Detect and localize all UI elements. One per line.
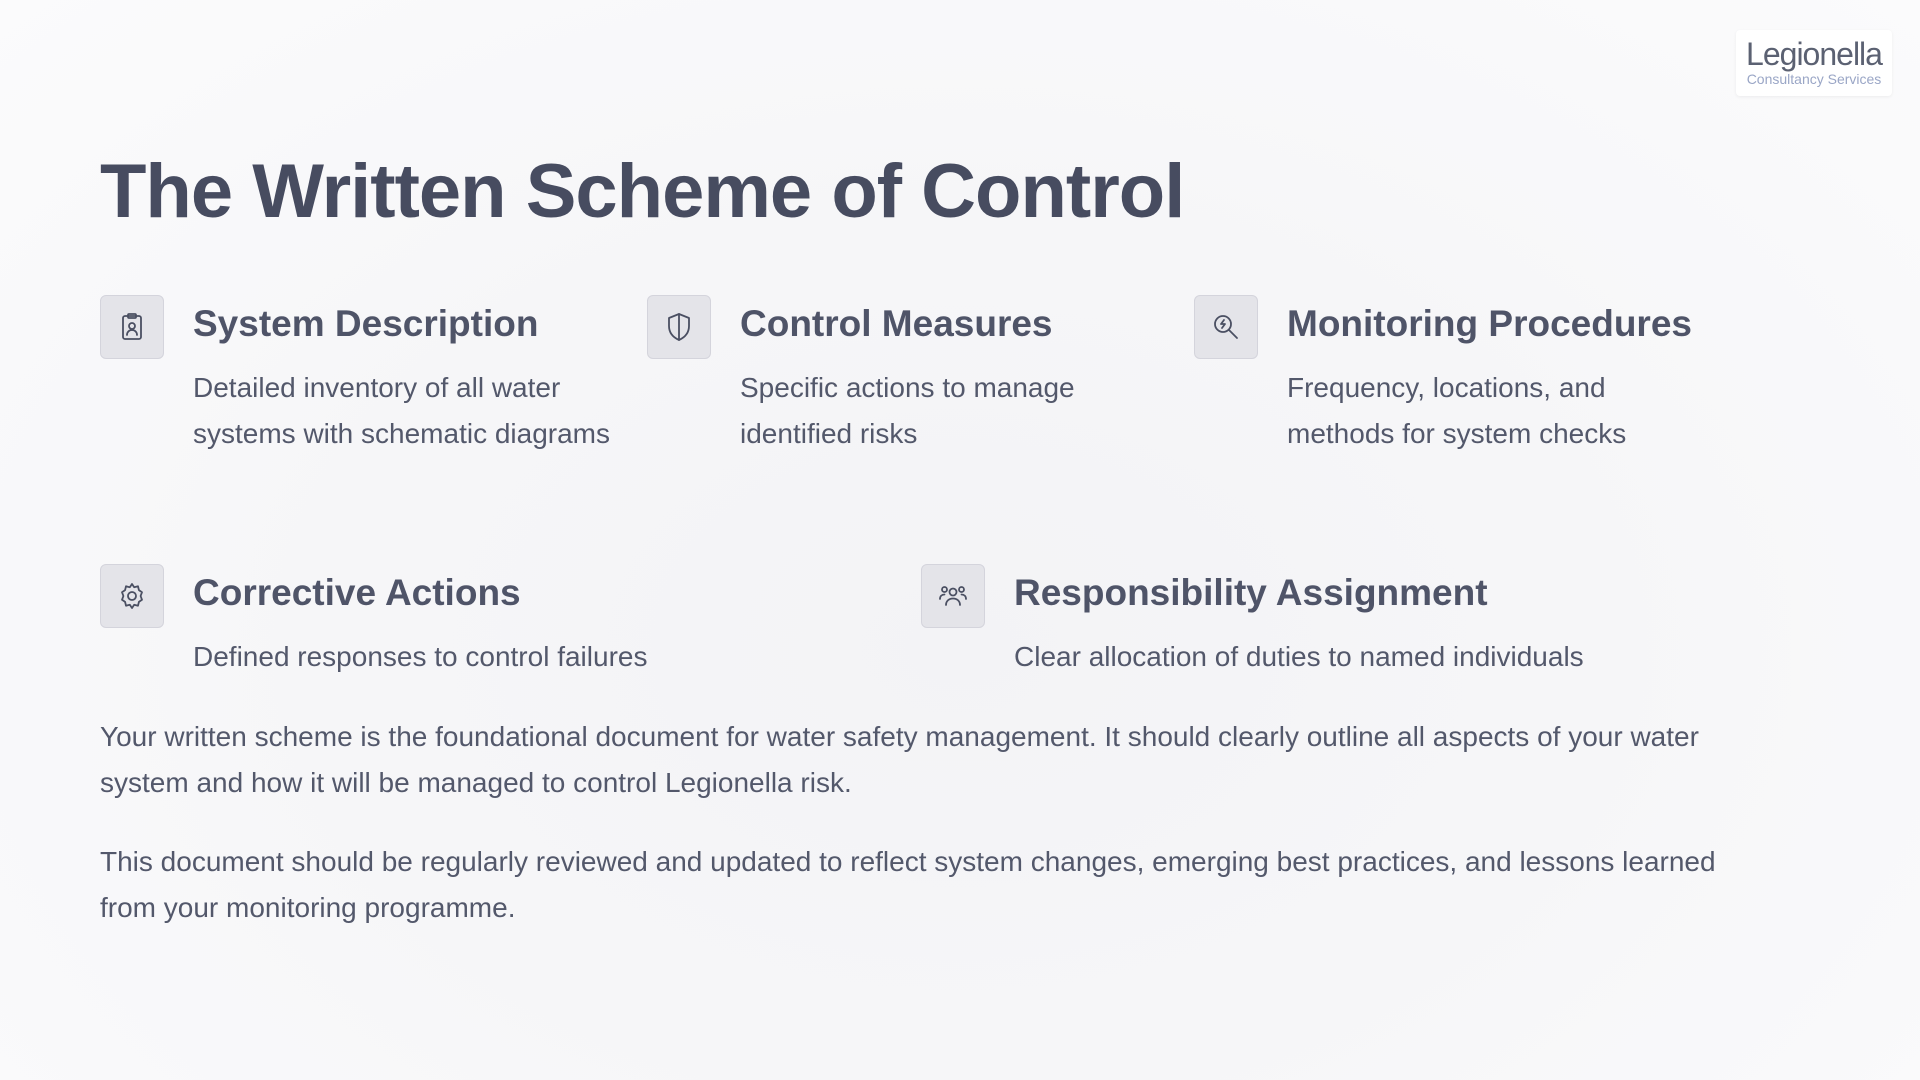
shield-icon <box>647 295 711 359</box>
card-description: Frequency, locations, and methods for system checks <box>1287 372 1627 449</box>
card-description: Defined responses to control failures <box>193 641 648 672</box>
card-title: Corrective Actions <box>193 572 521 613</box>
card-description: Specific actions to manage identified risks <box>740 372 1075 449</box>
page-title: The Written Scheme of Control <box>100 149 1185 234</box>
card-title: System Description <box>193 303 539 344</box>
card-title: Control Measures <box>740 303 1053 344</box>
logo-tagline: Consultancy Services <box>1746 71 1882 87</box>
body-paragraph: Your written scheme is the foundational document for water safety management. It should clearly outline all aspects of your water system and how it will be managed to control Legionella risk. <box>100 721 1699 798</box>
card-description: Clear allocation of duties to named individuals <box>1014 641 1584 672</box>
body-paragraph: This document should be regularly reviewed and updated to reflect system changes, emerging best practices, and lessons learned from your monitoring programme. <box>100 846 1716 923</box>
card-title: Responsibility Assignment <box>1014 572 1488 613</box>
search-icon <box>1194 295 1258 359</box>
gear-icon <box>100 564 164 628</box>
card-title: Monitoring Procedures <box>1287 303 1692 344</box>
clipboard-user-icon <box>100 295 164 359</box>
company-logo <box>1736 30 1892 96</box>
users-icon <box>921 564 985 628</box>
card-description: Detailed inventory of all water systems with schematic diagrams <box>193 372 611 449</box>
logo-name: Legionella <box>1746 36 1882 72</box>
